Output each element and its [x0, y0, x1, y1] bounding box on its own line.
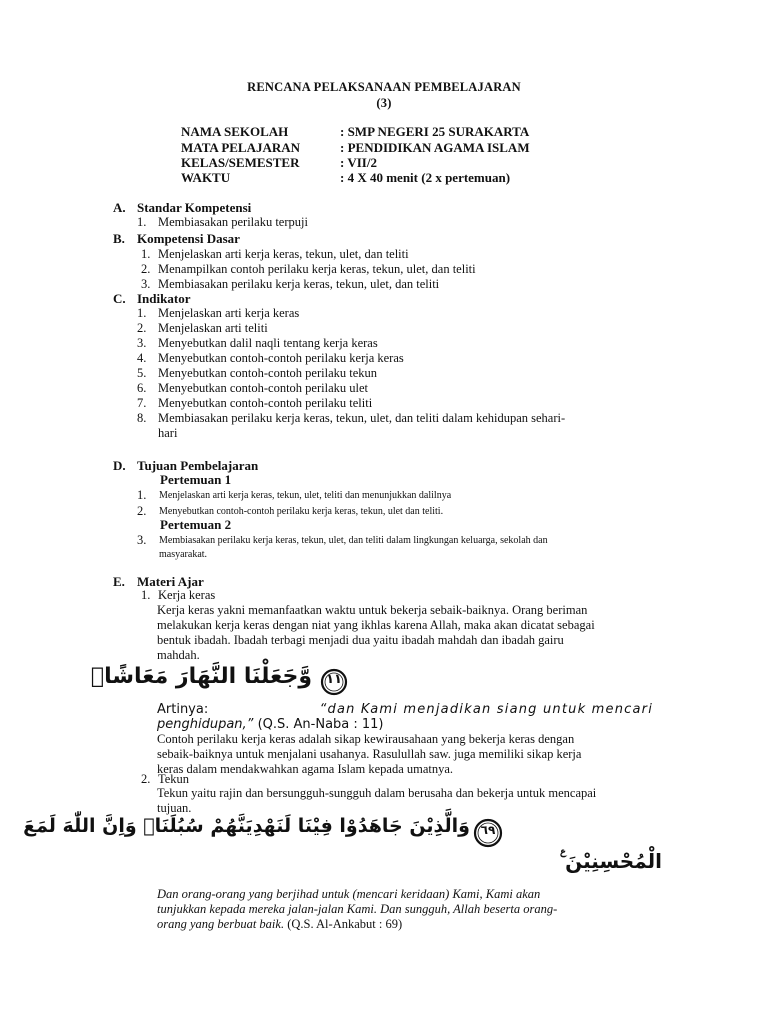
identity-key: MATA PELAJARAN [181, 140, 301, 155]
translation-ref: (Q.S. Al-Ankabut : 69) [287, 917, 403, 931]
item-number: 5. [137, 366, 147, 380]
para-line: keras dalam mendakwahkan agama Islam kepada umatnya. [157, 762, 454, 776]
section-title: Materi Ajar [137, 574, 204, 589]
para-line: tunjukkan kepada mereka jalan-jalan Kami. Dan sungguh, Allah beserta orang- [157, 902, 558, 916]
section-title: Tujuan Pembelajaran [137, 458, 259, 473]
item-text: Menyebutkan contoh-contoh perilaku kerja keras [158, 351, 404, 365]
item-text: Membiasakan perilaku kerja keras, tekun, ulet, dan teliti dalam kehidupan sehari- [158, 411, 566, 425]
translation-1-line-1 [157, 702, 653, 717]
para-line: melakukan kerja keras dengan niat yang ikhlas karena Allah, maka akan dicatat sebagai [157, 618, 595, 632]
item-text: Menjelaskan arti kerja keras, tekun, ulet, dan teliti [158, 247, 409, 261]
para-line: Dan orang-orang yang berjihad untuk (mencari keridaan) Kami, Kami akan [157, 887, 541, 901]
item-text: Tekun [158, 772, 190, 786]
ayah-number: ٦٩ [480, 823, 496, 837]
arabic-text: وَّجَعَلْنَا النَّهَارَ مَعَاشًاۖ [90, 664, 312, 689]
item-number: 3. [141, 277, 151, 291]
item-number: 8. [137, 411, 147, 425]
section-title: Standar Kompetensi [137, 200, 252, 215]
para-line: tujuan. [157, 801, 192, 815]
item-text: Membiasakan perilaku kerja keras, tekun, ulet, dan teliti dalam lingkungan keluarga, sekolah dan [159, 535, 548, 546]
quran-verse-1 [90, 660, 368, 704]
item-number: 1. [141, 588, 151, 602]
item-number: 1. [137, 215, 147, 229]
item-number: 2. [141, 262, 151, 276]
para-line: Contoh perilaku kerja keras adalah sikap kewirausahaan yang bekerja keras dengan [157, 732, 575, 746]
item-text: Menampilkan contoh perilaku kerja keras, tekun, ulet, dan teliti [158, 262, 476, 276]
para-line: mahdah. [157, 648, 200, 662]
paragraph-kerja-keras [157, 603, 653, 663]
section-title: Kompetensi Dasar [137, 231, 240, 246]
section-letter: B. [113, 231, 125, 246]
document-number: (3) [376, 96, 392, 110]
quran-verse-2 [23, 815, 662, 883]
paragraph-tekun [157, 786, 653, 816]
translation-quote: penghidupan,” [157, 717, 254, 732]
arabic-text-line-2: الْمُحْسِنِيْنَ ࣖ [560, 849, 662, 873]
item-number: 2. [141, 772, 151, 786]
item-number: 7. [137, 396, 147, 410]
item-text: Menyebutkan contoh-contoh perilaku kerja keras, tekun, ulet dan teliti. [159, 506, 444, 517]
item-number: 1. [137, 488, 147, 502]
identity-value: : 4 X 40 menit (2 x pertemuan) [340, 170, 511, 185]
item-number: 3. [137, 533, 147, 547]
item-text: Menjelaskan arti teliti [158, 321, 268, 335]
translation-quote: “dan Kami menjadikan siang untuk mencari [319, 702, 653, 717]
para-line: sebaik-baiknya untuk menjalani usahanya. Rasulullah saw. juga memiliki sikap kerja [157, 747, 582, 761]
section-letter: C. [113, 291, 126, 306]
item-text: Menjelaskan arti kerja keras, tekun, ulet, teliti dan menunjukkan dalilnya [159, 490, 452, 501]
para-line [157, 917, 653, 932]
item-text: Menyebutkan contoh-contoh perilaku teliti [158, 396, 373, 410]
item-text: Menyebutkan dalil naqli tentang kerja keras [158, 336, 378, 350]
para-line: bentuk ibadah. Ibadah terbagi menjadi dua yaitu ibadah mahdah dan ibadah gairu [157, 633, 564, 647]
translation-text: orang yang berbuat baik. [157, 917, 285, 931]
arabic-text-line-1: وَالَّذِيْنَ جَاهَدُوْا فِيْنَا لَنَهْدِيَنَّهُمْ سُبُلَنَاۗ وَاِنَّ اللّٰهَ لَمَعَ [23, 815, 470, 837]
paragraph-contoh [157, 732, 653, 777]
item-number: 6. [137, 381, 147, 395]
identity-value: : VII/2 [340, 155, 377, 170]
item-text: Menjelaskan arti kerja keras [158, 306, 300, 320]
item-number: 1. [141, 247, 151, 261]
identity-key: NAMA SEKOLAH [181, 124, 289, 139]
translation-label: Artinya: [157, 702, 209, 717]
section-letter: E. [113, 574, 125, 589]
document-title: RENCANA PELAKSANAAN PEMBELAJARAN [247, 80, 521, 94]
item-number: 4. [137, 351, 147, 365]
section-letter: D. [113, 458, 126, 473]
list-item-continuation: hari [158, 426, 178, 440]
meeting-2-heading: Pertemuan 2 [160, 517, 232, 532]
list-item-continuation: masyarakat. [159, 549, 208, 560]
para-line: Tekun yaitu rajin dan bersungguh-sungguh dalam berusaha dan bekerja untuk mencapai [157, 786, 597, 800]
item-text: Menyebutkan contoh-contoh perilaku ulet [158, 381, 369, 395]
item-text: Kerja keras [158, 588, 216, 602]
item-number: 2. [137, 504, 147, 518]
translation-ref: (Q.S. An-Naba : 11) [257, 717, 384, 732]
item-text: Membiasakan perilaku kerja keras, tekun, ulet, dan teliti [158, 277, 440, 291]
para-line: Kerja keras yakni memanfaatkan waktu untuk bekerja sebaik-baiknya. Orang beriman [157, 603, 588, 617]
section-letter: A. [113, 200, 126, 215]
translation-1-line-2 [157, 717, 384, 732]
item-number: 1. [137, 306, 147, 320]
item-number: 2. [137, 321, 147, 335]
meeting-1-heading: Pertemuan 1 [160, 472, 232, 487]
section-title: Indikator [137, 291, 191, 306]
item-text: Membiasakan perilaku terpuji [158, 215, 308, 229]
identity-value: : PENDIDIKAN AGAMA ISLAM [340, 140, 530, 155]
translation-2 [157, 887, 653, 932]
identity-key: WAKTU [181, 170, 231, 185]
ayah-number: ١١ [326, 672, 342, 687]
item-number: 3. [137, 336, 147, 350]
identity-value: : SMP NEGERI 25 SURAKARTA [340, 124, 530, 139]
item-text: Menyebutkan contoh-contoh perilaku tekun [158, 366, 378, 380]
identity-key: KELAS/SEMESTER [181, 155, 300, 170]
